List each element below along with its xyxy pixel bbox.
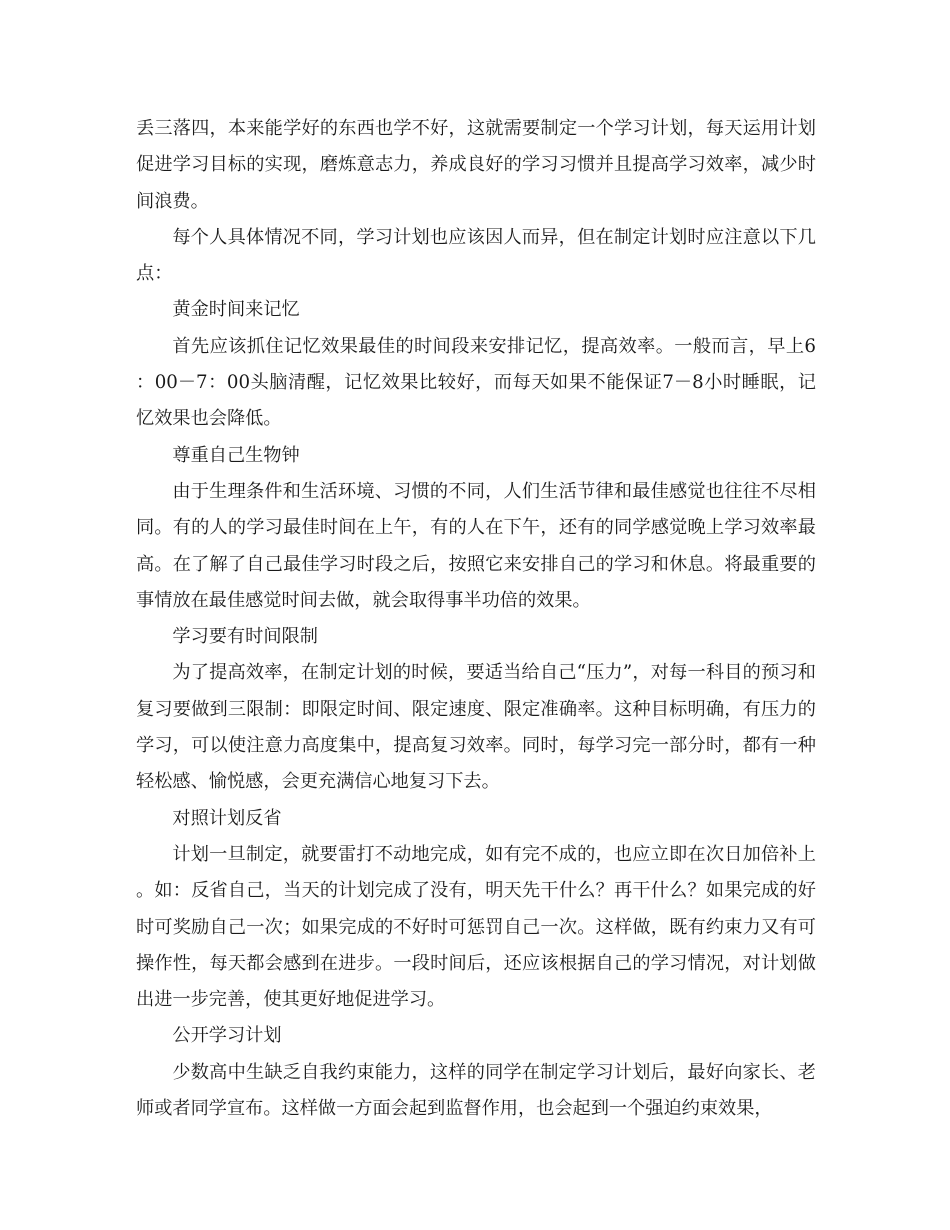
paragraph-reflection: 计划一旦制定，就要雷打不动地完成，如有完不成的，也应立即在次日加倍补上。如：反省自己，当天的计划完成了没有，明天先干什么？再干什么？如果完成的好时可奖励自己一次；如果完成的不好时可惩罚自己一次。这样做，既有约束力又有可操作性，每天都会感到在进步。一段时间后，还应该根据自己的学习情况，对计划做出进一步完善，使其更好地促进学习。 [136, 843, 816, 1011]
paragraph-biological-clock: 由于生理条件和生活环境、习惯的不同，人们生活节律和最佳感觉也往往不尽相同。有的人的学习最佳时间在上午，有的人在下午，还有的同学感觉晚上学习效率最高。在了解了自己最佳学习时段之后，按照它来安排自己的学习和休息。将最重要的事情放在最佳感觉时间去做，就会取得事半功倍的效果。 [136, 480, 816, 611]
paragraph-time-limit: 为了提高效率，在制定计划的时候，要适当给自己“压力”，对每一科目的预习和复习要做到三限制：即限定时间、限定速度、限定准确率。这种目标明确，有压力的学习，可以使注意力高度集中，提高复习效率。同时，每学习完一部分时，都有一种轻松感、愉悦感，会更充满信心地复习下去。 [136, 662, 816, 793]
paragraph-intro: 每个人具体情况不同，学习计划也应该因人而异，但在制定计划时应注意以下几点： [136, 226, 816, 285]
paragraph-golden-time: 首先应该抓住记忆效果最佳的时间段来安排记忆，提高效率。一般而言，早上6：00－7：00头脑清醒，记忆效果比较好，而每天如果不能保证7－8小时睡眠，记忆效果也会降低。 [136, 335, 816, 430]
section-heading-public-plan: 公开学习计划 [172, 1025, 282, 1047]
paragraph-continuation: 丢三落四，本来能学好的东西也学不好，这就需要制定一个学习计划，每天运用计划促进学习目标的实现，磨炼意志力，养成良好的学习习惯并且提高学习效率，减少时间浪费。 [136, 118, 816, 212]
section-heading-golden-time: 黄金时间来记忆 [172, 299, 300, 321]
section-heading-biological-clock: 尊重自己生物钟 [172, 444, 300, 466]
section-heading-time-limit: 学习要有时间限制 [172, 626, 318, 648]
document-body [136, 111, 816, 1127]
paragraph-public-plan: 少数高中生缺乏自我约束能力，这样的同学在制定学习计划后，最好向家长、老师或者同学宣布。这样做一方面会起到监督作用，也会起到一个强迫约束效果， [136, 1061, 816, 1120]
section-heading-reflection: 对照计划反省 [172, 807, 282, 829]
